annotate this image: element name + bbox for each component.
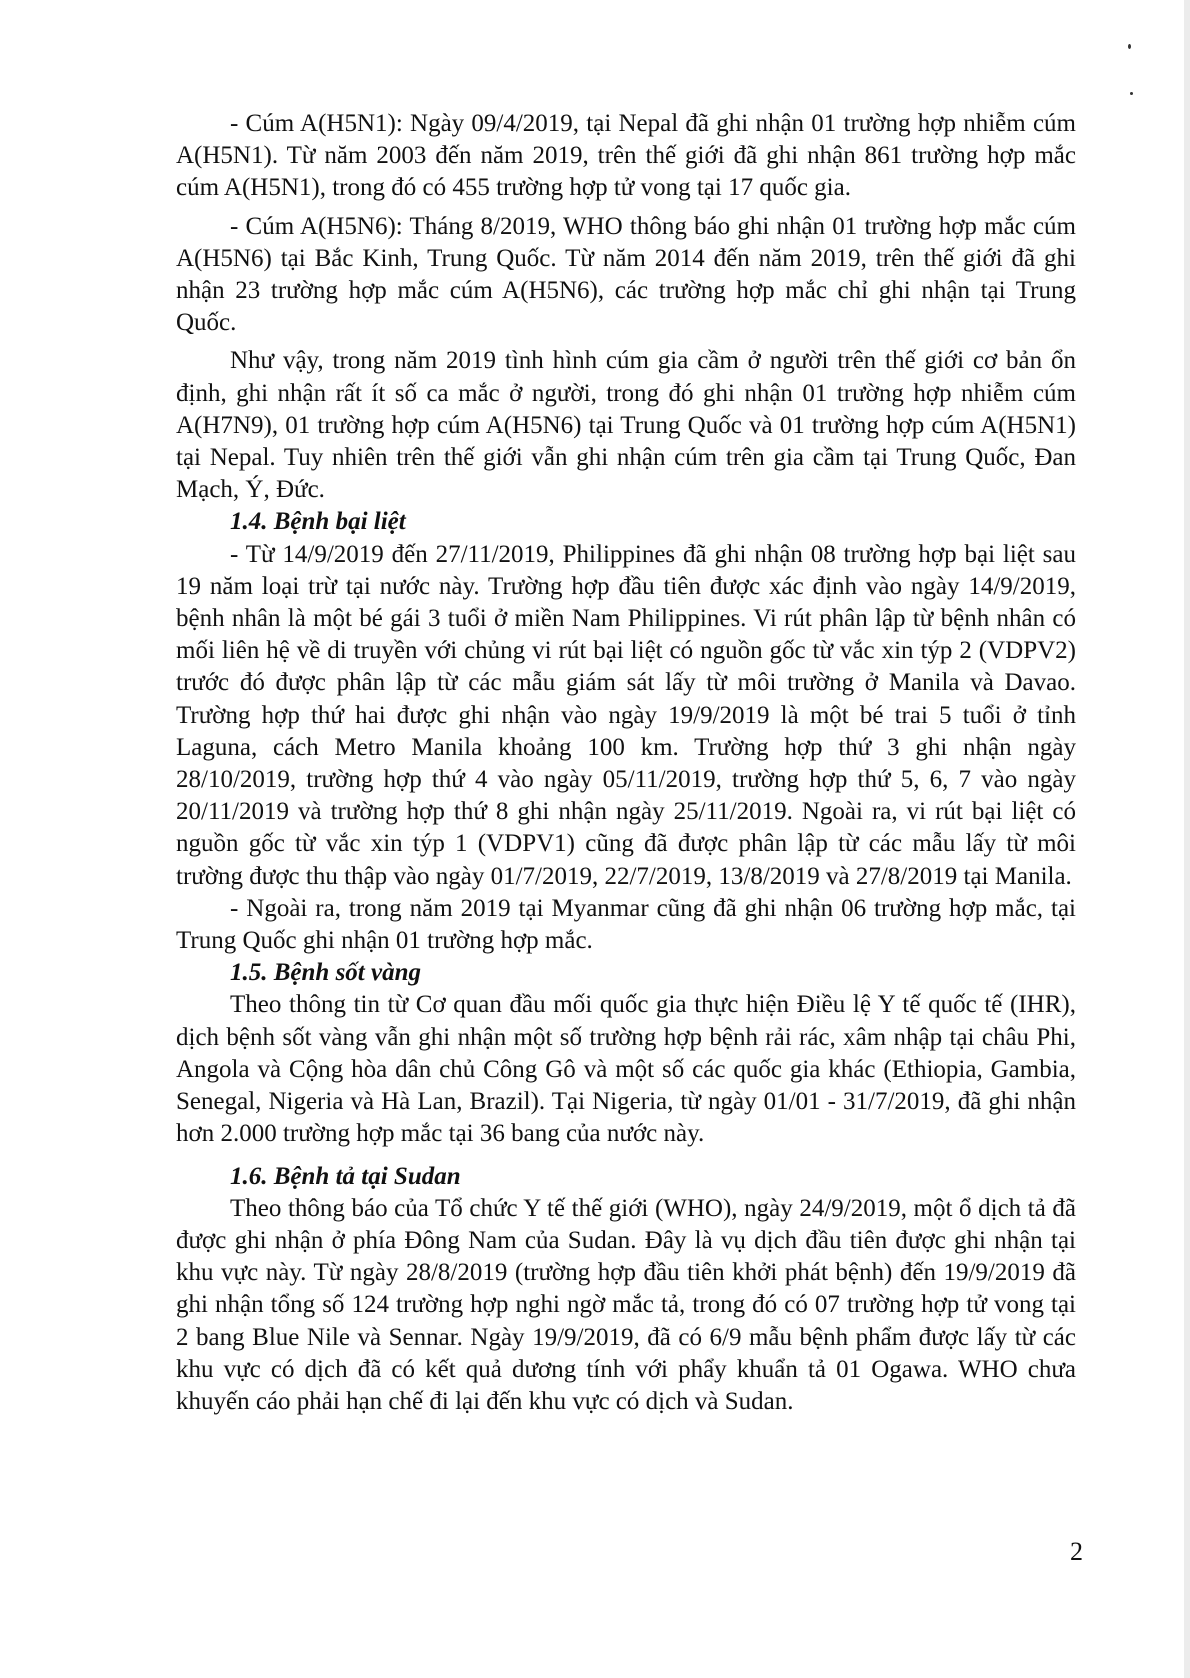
page-number: 2 <box>1070 1537 1083 1566</box>
scan-speck <box>1130 92 1133 95</box>
paragraph-polio-philippines: - Từ 14/9/2019 đến 27/11/2019, Philippines đã ghi nhận 08 trường hợp bại liệt sau 19 năm loại trừ tại nước này. Trường hợp đầu tiên được xác định vào ngày 14/9/2019, bệnh nhân là một bé gái 3 tuổi ở miền Nam Philippines. Vi rút phân lập từ bệnh nhân có mối liên hệ về di truyền với chủng vi rút bại liệt có nguồn gốc từ vắc xin týp 2 (VDPV2) trước đó được phân lập từ các mẫu giám sát lấy từ môi trường ở Manila và Davao. Trường hợp thứ hai được ghi nhận vào ngày 19/9/2019 là một bé trai 5 tuổi ở tỉnh Laguna, cách Metro Manila khoảng 100 km. Trường hợp thứ 3 ghi nhận ngày 28/10/2019, trường hợp thứ 4 vào ngày 05/11/2019, trường hợp thứ 5, 6, 7 vào ngày 20/11/2019 và trường hợp thứ 8 ghi nhận ngày 25/11/2019. Ngoài ra, vi rút bại liệt có nguồn gốc từ vắc xin týp 1 (VDPV1) cũng đã được phân lập từ các mẫu lấy từ môi trường được thu thập vào ngày 01/7/2019, 22/7/2019, 13/8/2019 và 27/8/2019 tại Manila. <box>176 540 1076 890</box>
paragraph-summary: Như vậy, trong năm 2019 tình hình cúm gia cầm ở người trên thế giới cơ bản ổn định, ghi nhận rất ít số ca mắc ở người, trong đó ghi nhận 01 trường hợp nhiễm cúm A(H7N9), 01 trường hợp cúm A(H5N6) tại Trung Quốc và 01 trường hợp cúm A(H5N1) tại Nepal. Tuy nhiên trên thế giới vẫn ghi nhận cúm trên gia cầm tại Trung Quốc, Đan Mạch, Ý, Đức. <box>176 347 1076 504</box>
scan-speck <box>1128 44 1131 49</box>
paragraph-yellow-fever: Theo thông tin từ Cơ quan đầu mối quốc gia thực hiện Điều lệ Y tế quốc tế (IHR), dịch bệnh sốt vàng vẫn ghi nhận một số trường hợp bệnh rải rác, xâm nhập tại châu Phi, Angola và Cộng hòa dân chủ Công Gô và một số các quốc gia khác (Ethiopia, Gambia, Senegal, Nigeria và Hà Lan, Brazil). Tại Nigeria, từ ngày 01/01 - 31/7/2019, đã ghi nhận hơn 2.000 trường hợp mắc tại 36 bang của nước này. <box>176 991 1076 1148</box>
section-heading-yellow-fever: 1.5. Bệnh sốt vàng <box>230 959 422 987</box>
document-body <box>176 108 1076 1418</box>
paragraph-h5n6: - Cúm A(H5N6): Tháng 8/2019, WHO thông báo ghi nhận 01 trường hợp mắc cúm A(H5N6) tại Bắc Kinh, Trung Quốc. Từ năm 2014 đến năm 2019, trên thế giới đã ghi nhận 23 trường hợp mắc cúm A(H5N6), các trường hợp mắc chỉ ghi nhận tại Trung Quốc. <box>176 212 1076 337</box>
paragraph-cholera: Theo thông báo của Tổ chức Y tế thế giới (WHO), ngày 24/9/2019, một ổ dịch tả đã được ghi nhận ở phía Đông Nam của Sudan. Đây là vụ dịch đầu tiên được ghi nhận tại khu vực này. Từ ngày 28/8/2019 (trường hợp đầu tiên khởi phát bệnh) đến 19/9/2019 đã ghi nhận tổng số 124 trường hợp nghi ngờ mắc tả, trong đó có 07 trường hợp tử vong tại 2 bang Blue Nile và Sennar. Ngày 19/9/2019, đã có 6/9 mẫu bệnh phẩm được lấy từ các khu vực có dịch đã có kết quả dương tính với phẩy khuẩn tả 01 Ogawa. WHO chưa khuyến cáo phải hạn chế đi lại đến khu vực có dịch và Sudan. <box>176 1194 1076 1415</box>
section-heading-cholera: 1.6. Bệnh tả tại Sudan <box>230 1162 461 1190</box>
section-heading-polio: 1.4. Bệnh bại liệt <box>230 508 406 536</box>
paragraph-polio-other: - Ngoài ra, trong năm 2019 tại Myanmar cũng đã ghi nhận 06 trường hợp mắc, tại Trung Quốc ghi nhận 01 trường hợp mắc. <box>176 894 1076 955</box>
scan-edge <box>1184 0 1190 1678</box>
paragraph-h5n1: - Cúm A(H5N1): Ngày 09/4/2019, tại Nepal đã ghi nhận 01 trường hợp nhiễm cúm A(H5N1). Từ năm 2003 đến năm 2019, trên thế giới đã ghi nhận 861 trường hợp mắc cúm A(H5N1), trong đó có 455 trường hợp tử vong tại 17 quốc gia. <box>176 110 1076 202</box>
